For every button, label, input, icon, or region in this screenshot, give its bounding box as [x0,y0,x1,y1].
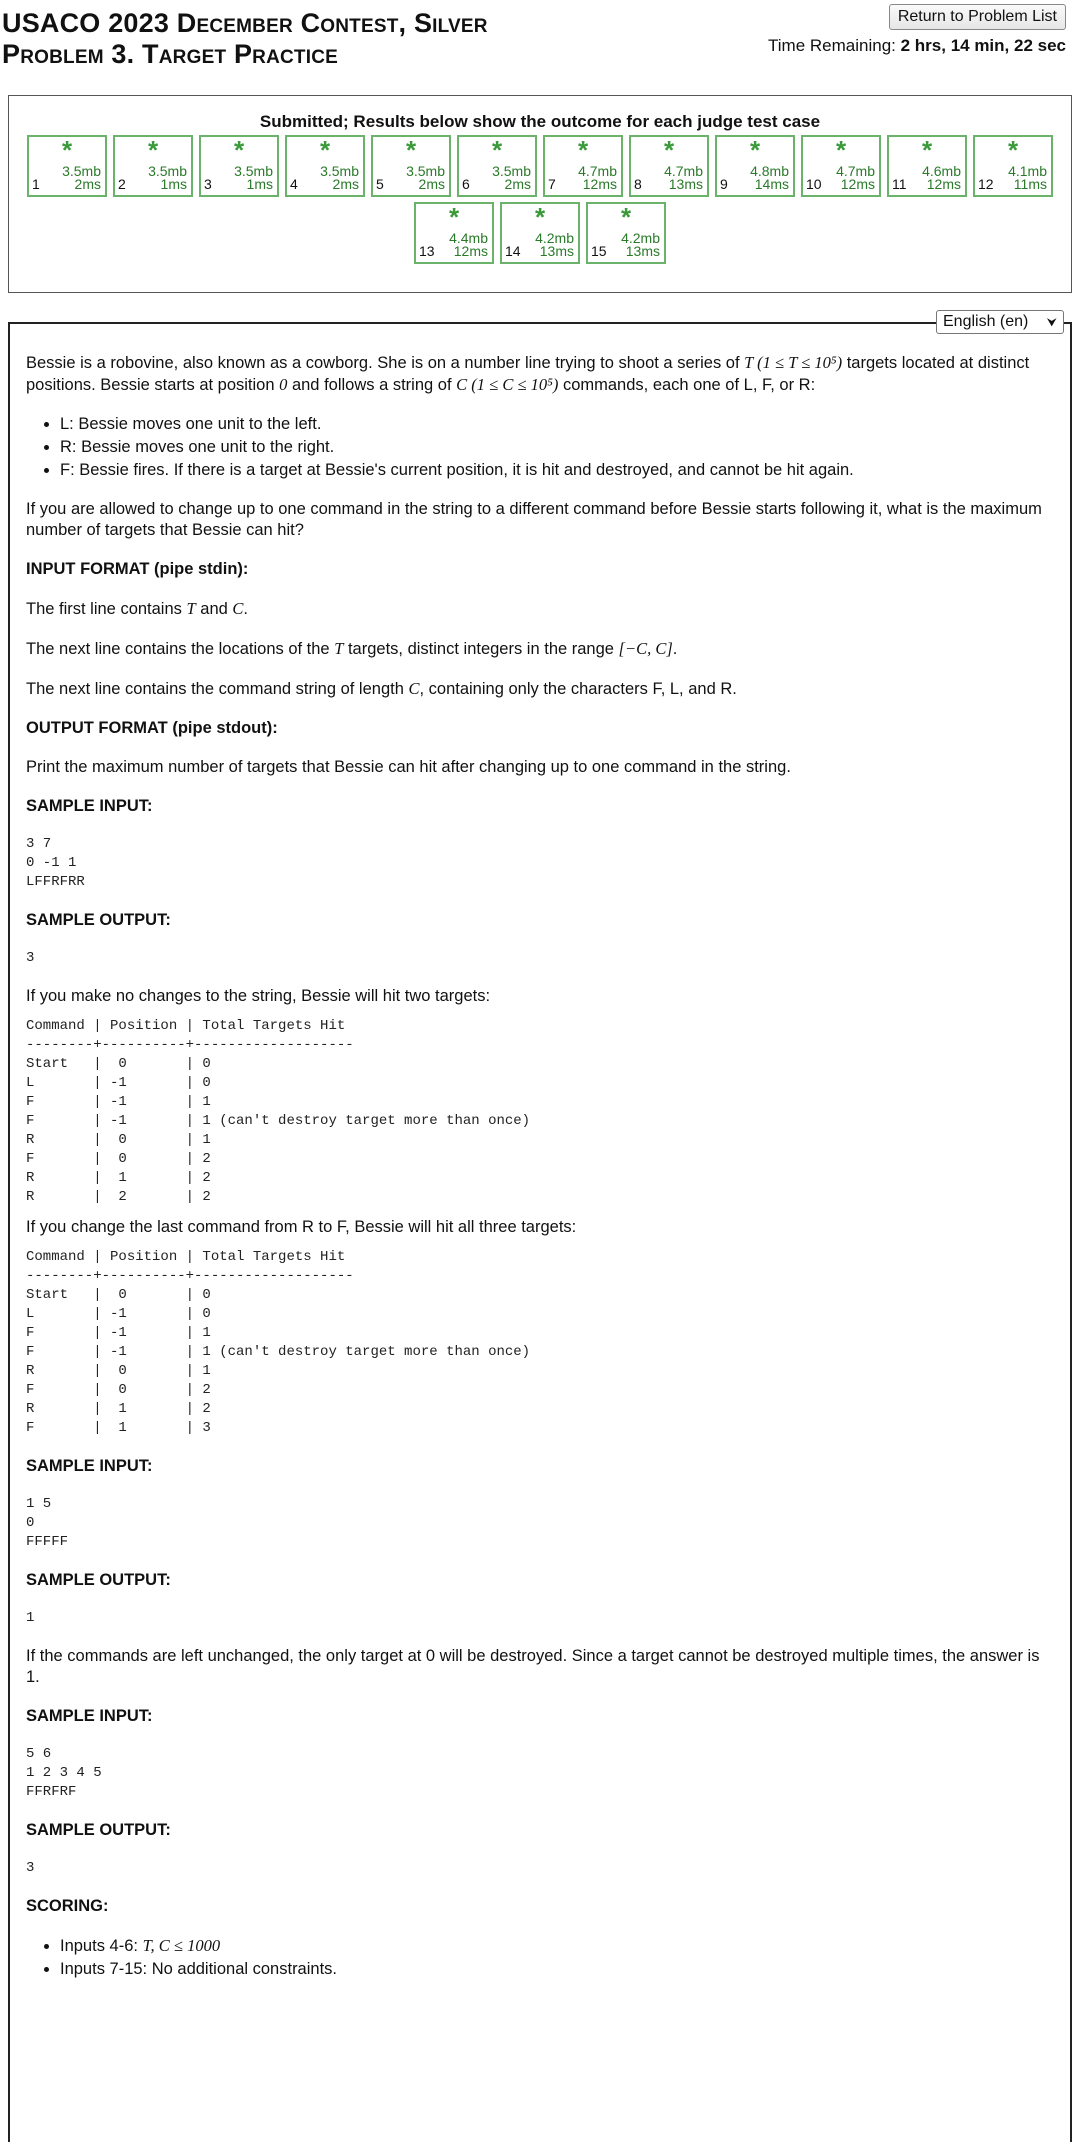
time-used: 14ms [754,176,789,192]
trace-table-2: Command | Position | Total Targets Hit --------+----------+------------------- Start | 0 | 0 L | -1 | 0 F | -1 | 1 F | -1 | 1 (can't destroy target more than once) R | 0 | 1 F | 0 | 2 R | 1 | 2 F | 1 | 3 [26,1249,531,1436]
sample-input-2: 1 5 0 FFFFF [26,1496,69,1550]
trace-table-1: Command | Position | Total Targets Hit --------+----------+------------------- Start | 0 | 0 L | -1 | 0 F | -1 | 1 F | -1 | 1 (can't destroy target more than once) R | 0 | 1 F | 0 | 2 R | 1 | 2 R | 2 | 2 [26,1018,531,1205]
output-format-heading: OUTPUT FORMAT (pipe stdout): [26,719,278,737]
memory-used: 4.1mb [1008,163,1047,179]
asterisk-icon: * [61,135,73,165]
memory-used: 4.8mb [750,163,789,179]
time-label: Time Remaining: [768,36,901,55]
memory-used: 4.7mb [664,163,703,179]
test-case-number: 15 [591,243,607,259]
explanation-3: If the commands are left unchanged, the only target at 0 will be destroyed. Since a target cannot be destroyed multiple times, the answer is 1. [26,1647,1040,1686]
asterisk-icon: * [1007,135,1019,165]
command-list [26,414,1056,481]
memory-used: 4.4mb [449,230,488,246]
question-paragraph: If you are allowed to change up to one command in the string to a different command before Bessie starts following it, what is the maximum number of targets that Bessie can hit? [26,500,1042,539]
test-case-row [9,135,1071,197]
time-used: 13ms [668,176,703,192]
page-header [0,0,1080,92]
text: targets located at distinct positions. Bessie starts at position [26,354,1030,394]
test-case-result [973,135,1053,197]
sample-output-heading: SAMPLE OUTPUT: [26,911,171,929]
math: 0 [279,375,288,394]
asterisk-icon: * [233,135,245,165]
test-case-number: 6 [462,176,470,192]
asterisk-icon: * [921,135,933,165]
contest-title: USACO 2023 December Contest, Silver [2,8,488,38]
test-case-number: 11 [892,176,907,192]
test-case-number: 8 [634,176,642,192]
time-used: 12ms [840,176,875,192]
explanation-1: If you make no changes to the string, Bessie will hit two targets: [26,987,491,1005]
list-item: • R: Bessie moves one unit to the right. [60,437,1056,458]
test-case-number: 12 [978,176,994,192]
text: The next line contains the command string of length [26,680,409,698]
sample-input-heading: SAMPLE INPUT: [26,1707,153,1725]
math: T, C ≤ 1000 [142,1936,221,1955]
list-item: • L: Bessie moves one unit to the left. [60,414,1056,435]
math: C [232,599,244,618]
asterisk-icon: * [534,202,546,232]
sample-input-heading: SAMPLE INPUT: [26,797,153,815]
test-case-number: 9 [720,176,728,192]
test-case-number: 10 [806,176,822,192]
test-case-result [715,135,795,197]
memory-used: 3.5mb [148,163,187,179]
time-remaining [768,36,1066,56]
text: commands, each one of L, F, or R: [558,376,816,394]
test-case-number: 5 [376,176,384,192]
test-case-result [629,135,709,197]
output-text: Print the maximum number of targets that Bessie can hit after changing up to one command in the string. [26,758,791,776]
memory-used: 3.5mb [492,163,531,179]
memory-used: 4.2mb [535,230,574,246]
asterisk-icon: * [835,135,847,165]
text: and [195,600,233,618]
scoring-heading: SCORING: [26,1897,109,1915]
sample-output-heading: SAMPLE OUTPUT: [26,1571,171,1589]
page-title [2,8,488,70]
test-case-result [586,202,666,264]
time-value: 2 hrs, 14 min, 22 sec [900,36,1066,55]
time-used: 13ms [539,243,574,259]
test-case-result [887,135,967,197]
memory-used: 4.2mb [621,230,660,246]
text: Bessie is a robovine, also known as a cowborg. She is on a number line trying to shoot a series of [26,354,745,372]
list-item: • Inputs 7-15: No additional constraints. [60,1959,1056,1980]
text: , containing only the characters F, L, and R. [419,680,737,698]
test-case-result [500,202,580,264]
chevron-down-icon: ⮟ [1046,314,1057,329]
test-case-result [371,135,451,197]
asterisk-icon: * [147,135,159,165]
asterisk-icon: * [620,202,632,232]
judge-results-panel [8,95,1072,293]
list-item [60,1935,1056,1957]
test-case-number: 2 [118,176,126,192]
input-line-1 [26,598,1056,620]
input-format-heading: INPUT FORMAT (pipe stdin): [26,560,249,578]
intro-paragraph [26,352,1056,396]
test-case-number: 14 [505,243,521,259]
sample-input-3: 5 6 1 2 3 4 5 FFRFRF [26,1746,102,1800]
sample-output-3: 3 [26,1860,35,1876]
math: T (1 ≤ T ≤ 10⁵) [744,353,843,372]
sample-input-1: 3 7 0 -1 1 LFFRFRR [26,836,85,890]
text: The first line contains [26,600,187,618]
scoring-list [26,1935,1056,1980]
asterisk-icon: * [663,135,675,165]
test-case-result [199,135,279,197]
memory-used: 3.5mb [320,163,359,179]
sample-output-1: 3 [26,950,35,966]
problem-title: Problem 3. Target Practice [2,39,339,69]
asterisk-icon: * [405,135,417,165]
test-case-number: 13 [419,243,435,259]
time-used: 2ms [332,176,359,192]
math: [−C, C] [618,639,673,658]
time-used: 1ms [160,176,187,192]
language-value: English (en) [943,313,1029,330]
time-used: 2ms [418,176,445,192]
math: C [408,679,420,698]
time-used: 12ms [926,176,961,192]
test-case-number: 7 [548,176,556,192]
test-case-result [457,135,537,197]
memory-used: 3.5mb [234,163,273,179]
sample-output-heading: SAMPLE OUTPUT: [26,1821,171,1839]
asterisk-icon: * [491,135,503,165]
text: Inputs 4-6: [60,1937,143,1955]
problem-content [26,352,1056,1998]
time-used: 2ms [504,176,531,192]
time-used: 13ms [625,243,660,259]
sample-input-heading: SAMPLE INPUT: [26,1457,153,1475]
time-used: 1ms [246,176,273,192]
explanation-2: If you change the last command from R to F, Bessie will hit all three targets: [26,1218,577,1236]
test-case-result [414,202,494,264]
list-item: • F: Bessie fires. If there is a target at Bessie's current position, it is hit and destroyed, and cannot be hit again. [60,460,1056,481]
time-used: 12ms [453,243,488,259]
asterisk-icon: * [577,135,589,165]
test-case-result [113,135,193,197]
math: T [334,639,344,658]
test-case-result [285,135,365,197]
text: The next line contains the locations of the [26,640,335,658]
test-case-number: 4 [290,176,298,192]
return-to-problem-list-button[interactable]: Return to Problem List [889,4,1066,30]
test-case-number: 3 [204,176,212,192]
text: targets, distinct integers in the range [343,640,619,658]
math: T [186,599,196,618]
language-select[interactable] [936,310,1064,334]
results-title: Submitted; Results below show the outcome for each judge test case [259,112,821,131]
time-used: 11ms [1013,176,1047,192]
math: C (1 ≤ C ≤ 10⁵) [456,375,559,394]
input-line-2 [26,638,1056,660]
text: . [243,600,248,618]
time-used: 2ms [74,176,101,192]
test-case-result [543,135,623,197]
test-case-row [9,202,1071,264]
sample-output-2: 1 [26,1610,35,1626]
input-line-3 [26,678,1056,700]
memory-used: 4.7mb [578,163,617,179]
time-used: 12ms [582,176,617,192]
test-case-result [27,135,107,197]
test-case-number: 1 [32,176,40,192]
memory-used: 4.7mb [836,163,875,179]
text: and follows a string of [287,376,457,394]
memory-used: 3.5mb [62,163,101,179]
memory-used: 3.5mb [406,163,445,179]
test-case-result [801,135,881,197]
text: . [672,640,678,658]
asterisk-icon: * [749,135,761,165]
memory-used: 4.6mb [922,163,961,179]
asterisk-icon: * [448,202,460,232]
asterisk-icon: * [319,135,331,165]
